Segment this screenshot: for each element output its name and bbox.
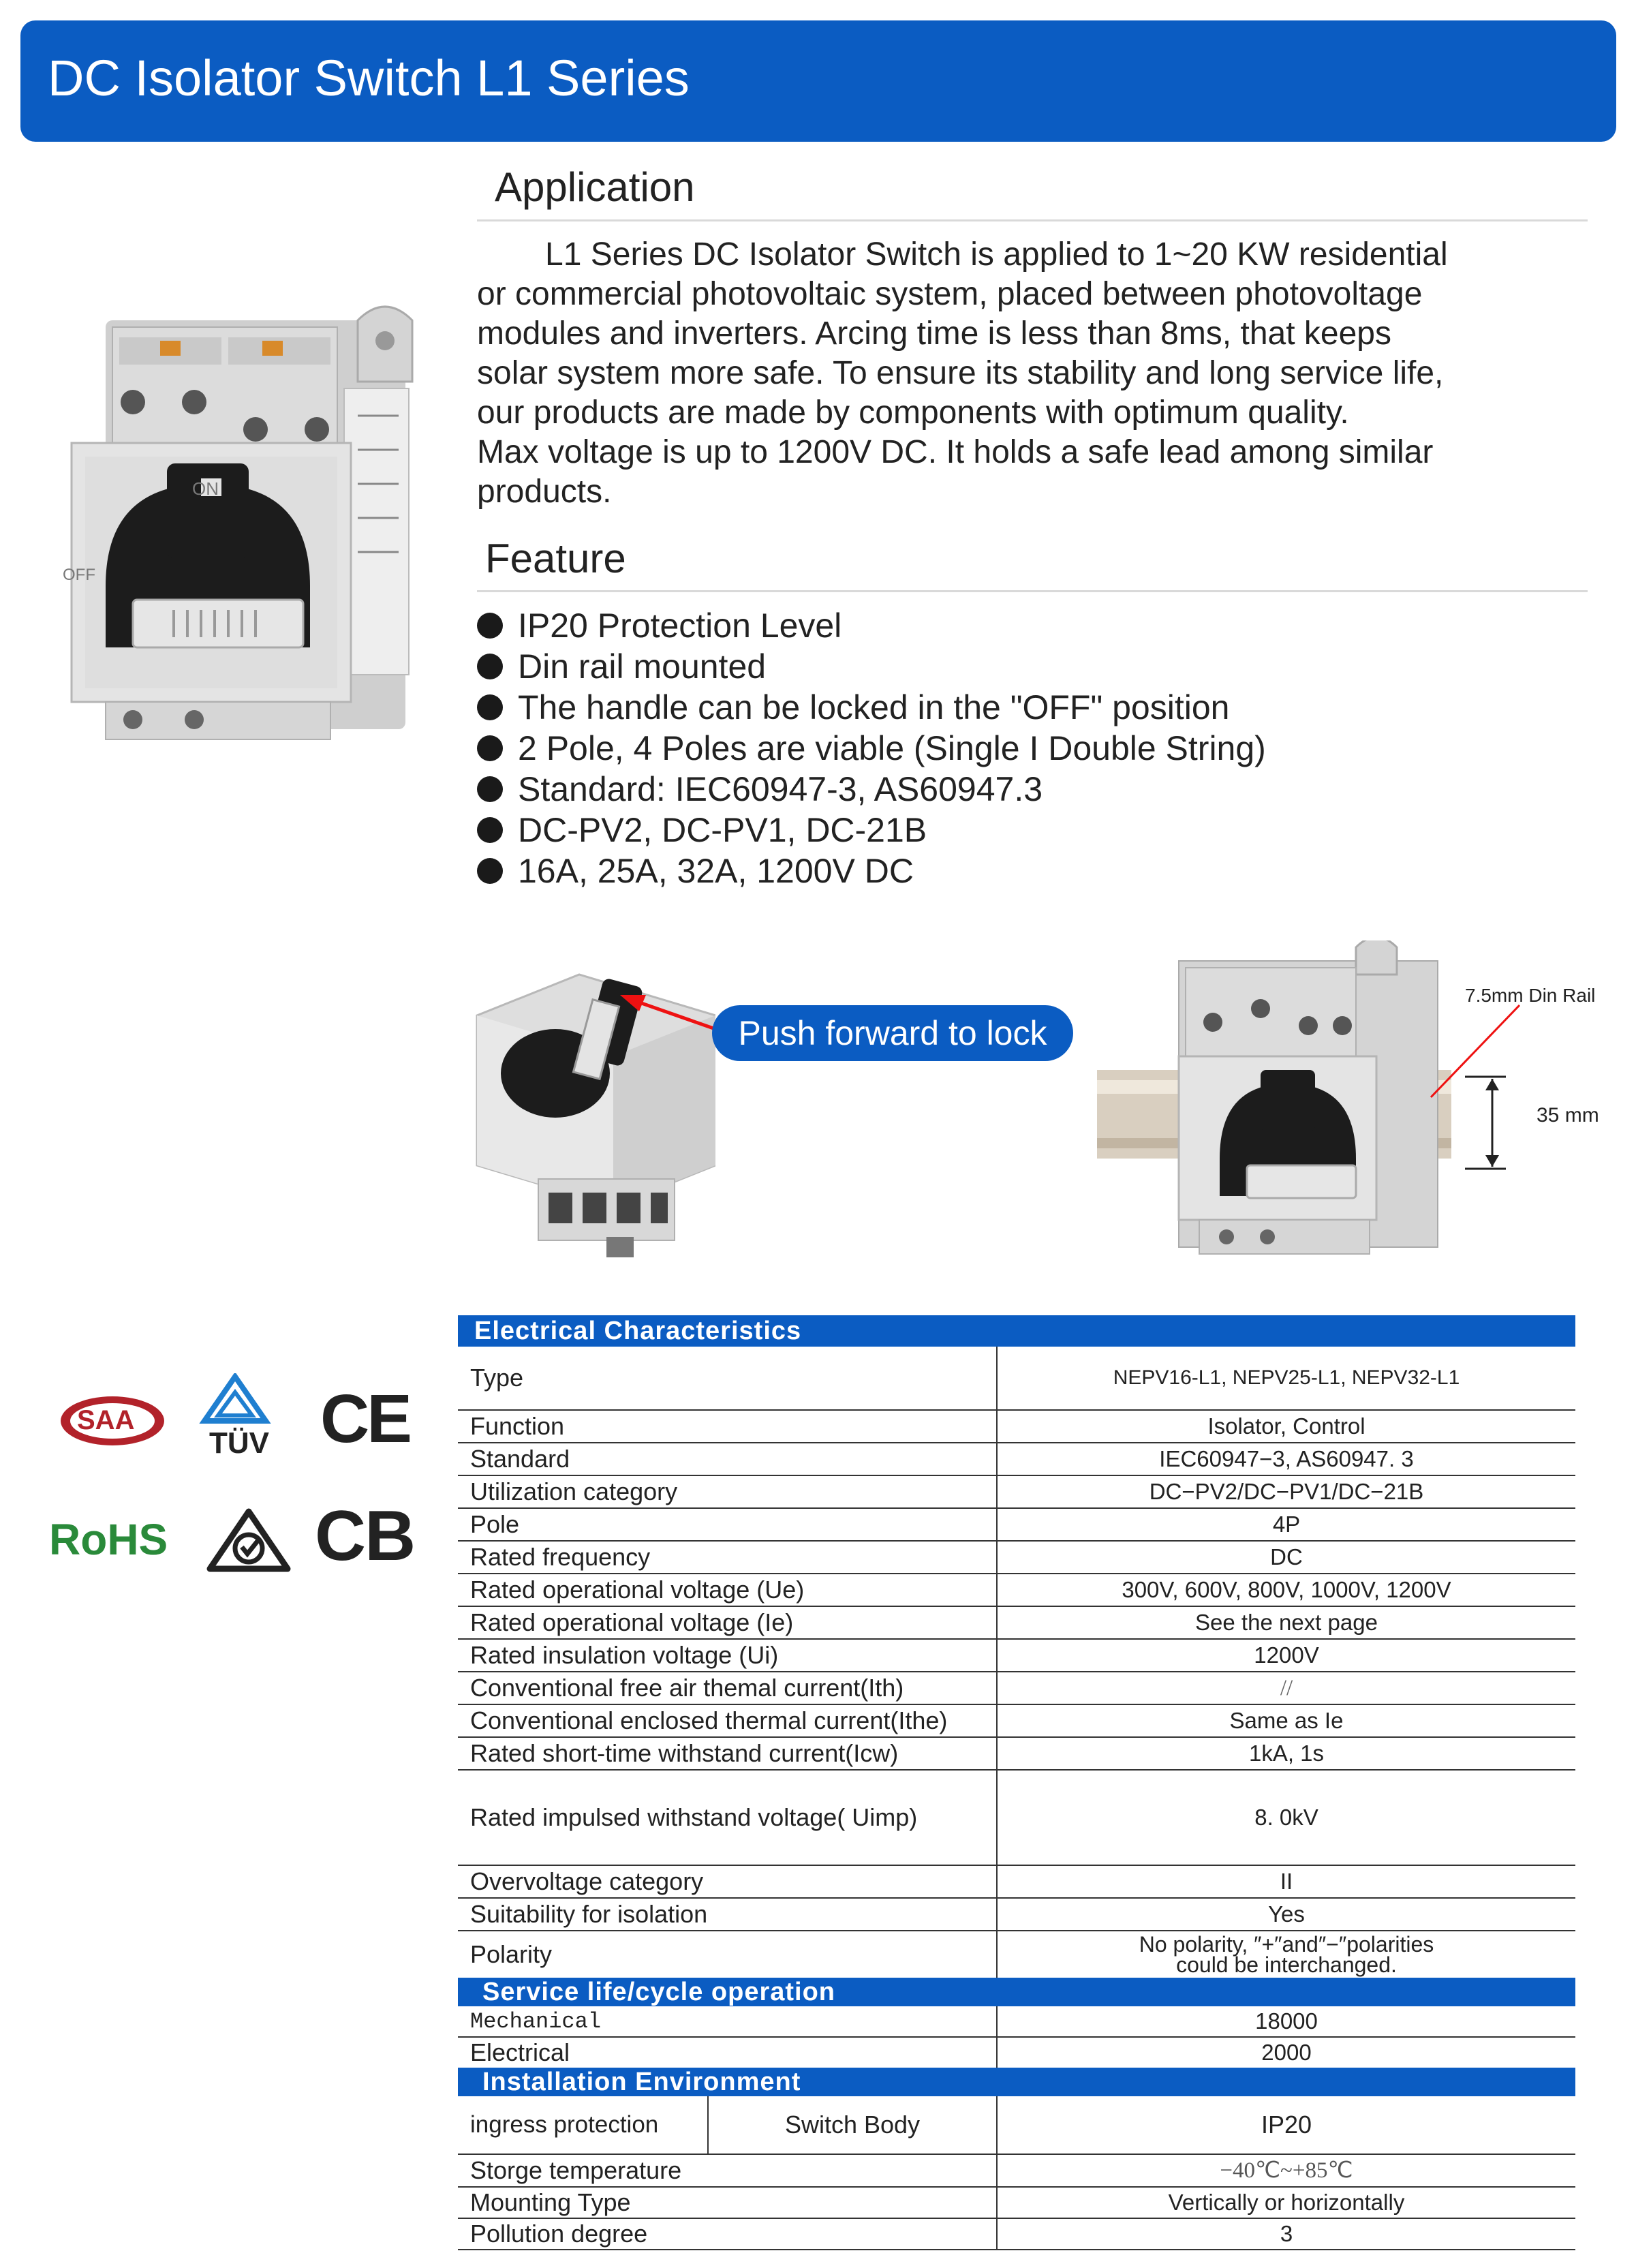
table-row [458,2096,1575,2155]
table-row [458,1542,1575,1574]
row-label: Rated short-time withstand current(Icw) [458,1738,998,1769]
feature-rule [477,590,1588,592]
electrical-heading: Electrical Characteristics [458,1315,1575,1347]
feature-item-text: Standard: IEC60947-3, AS60947.3 [518,770,1043,808]
table-row [458,2038,1575,2068]
feature-list [477,605,1266,891]
tuv-logo-text: TÜV [209,1426,269,1460]
table-row [458,1705,1575,1738]
application-line: Max voltage is up to 1200V DC. It holds a safe lead among similar [477,434,1434,470]
row-value: Isolator, Control [1207,1413,1365,1439]
row-value [998,1931,1575,1978]
dimension-arrow-icon [1458,1073,1513,1176]
row-value: 4P [1272,1512,1301,1537]
page-title: DC Isolator Switch L1 Series [48,50,690,106]
saa-logo [58,1390,167,1452]
feature-item [477,687,1266,728]
saa-logo-text: SAA [77,1405,135,1435]
row-label: Rated frequency [458,1542,998,1573]
bullet-icon [477,776,503,802]
feature-item-text: DC-PV2, DC-PV1, DC-21B [518,811,927,849]
switch-on-label: ON [192,478,219,499]
row-label: Function [458,1411,998,1442]
bullet-icon [477,613,503,639]
table-row [458,1738,1575,1771]
table-row [458,1771,1575,1866]
table-row [458,1640,1575,1672]
cb-logo: CB [315,1497,415,1576]
row-label: Mechanical [458,2006,998,2036]
table-row [458,1347,1575,1411]
row-value: 300V, 600V, 800V, 1000V, 1200V [1122,1577,1451,1602]
row-label: Pollution degree [458,2219,998,2249]
bullet-icon [477,654,503,679]
table-row [458,1866,1575,1899]
row-value: See the next page [1195,1610,1378,1635]
table-row [458,1443,1575,1476]
table-row [458,1607,1575,1640]
row-label: Pole [458,1509,998,1540]
row-value: 1200V [1254,1642,1319,1668]
row-label: Mounting Type [458,2188,998,2218]
row-label: Conventional free air themal current(Ith) [458,1672,998,1704]
rohs-logo: RoHS [49,1515,168,1564]
row-value: IP20 [1261,2111,1312,2139]
row-label: Rated operational voltage (Ie) [458,1607,998,1638]
row-label: Type [458,1347,998,1409]
feature-item-text: The handle can be locked in the "OFF" position [518,688,1230,726]
install-heading: Installation Environment [458,2068,1575,2096]
polarity-line: could be interchanged. [1176,1952,1397,1977]
row-value: Yes [1268,1901,1305,1927]
row-value: 1kA, 1s [1248,1741,1325,1766]
table-row [458,2006,1575,2038]
rail-label: 7.5mm Din Rail [1465,985,1596,1006]
application-line: modules and inverters. Arcing time is less than 8ms, that keeps [477,316,1391,352]
row-value: 3 [1280,2221,1293,2246]
row-label-group [458,2096,998,2154]
row-label: Storge temperature [458,2155,998,2186]
application-line: or commercial photovoltaic system, placed between photovoltage [477,276,1423,312]
row-label: Standard [458,1443,998,1475]
row-label: Rated operational voltage (Ue) [458,1574,998,1606]
row-label: Polarity [458,1931,998,1978]
bullet-icon [477,858,503,884]
row-label: Suitability for isolation [458,1899,998,1930]
bullet-icon [477,735,503,761]
lock-callout: Push forward to lock [712,1005,1073,1061]
application-text [477,235,1608,512]
bullet-icon [477,817,503,843]
table-row [458,2219,1575,2250]
row-value: DC [1270,1544,1303,1569]
feature-item [477,728,1266,769]
application-line: our products are made by components with optimum quality. [477,395,1349,431]
row-label: Electrical [458,2038,998,2068]
table-row [458,1574,1575,1607]
row-label: Rated impulsed withstand voltage( Uimp) [458,1771,998,1865]
spec-table [458,1315,1575,2250]
rcm-logo-icon [204,1506,293,1574]
feature-item [477,769,1266,810]
polarity-line: No polarity, ″+″and″−″polarities [1139,1932,1434,1957]
table-row [458,1672,1575,1705]
service-heading: Service life/cycle operation [458,1978,1575,2006]
row-sublabel: Switch Body [784,2111,921,2139]
feature-item-text: 16A, 25A, 32A, 1200V DC [518,852,914,890]
application-line: solar system more safe. To ensure its stability and long service life, [477,355,1444,391]
feature-item [477,646,1266,687]
row-label: ingress protection [458,2096,709,2154]
row-value: Vertically or horizontally [1168,2190,1405,2215]
row-value: NEPV16-L1, NEPV25-L1, NEPV32-L1 [1113,1366,1460,1389]
row-value: DC−PV2/DC−PV1/DC−21B [1149,1479,1424,1504]
feature-item [477,605,1266,646]
row-value: 8. 0kV [1254,1805,1318,1830]
row-value: 18000 [1255,2008,1318,2034]
table-row [458,1476,1575,1509]
lock-arrow-icon [613,988,722,1043]
din-rail-product-image [1097,940,1479,1268]
tuv-logo [194,1373,276,1462]
application-heading: Application [495,164,695,210]
feature-item [477,850,1266,891]
row-value: II [1280,1869,1293,1894]
switch-off-label: OFF [63,566,95,584]
table-row [458,2188,1575,2219]
table-row [458,2155,1575,2188]
bullet-icon [477,694,503,720]
application-line: products. [477,474,612,510]
main-product-image [58,300,439,750]
row-value: // [1280,1676,1293,1700]
application-line: L1 Series DC Isolator Switch is applied to 1~20 KW residential [545,236,1448,273]
row-label: Overvoltage category [458,1866,998,1897]
row-label: Rated insulation voltage (Ui) [458,1640,998,1671]
row-value: 2000 [1261,2040,1312,2065]
table-row [458,1411,1575,1443]
row-label: Utilization category [458,1476,998,1507]
dimension-label: 35 mm [1537,1104,1599,1127]
row-value: IEC60947−3, AS60947. 3 [1159,1446,1414,1471]
feature-item-text: 2 Pole, 4 Poles are viable (Single I Double String) [518,729,1266,767]
table-row [458,1899,1575,1931]
ce-logo: CE [320,1381,410,1457]
feature-item [477,810,1266,850]
row-label: Conventional enclosed thermal current(Ithe) [458,1705,998,1736]
row-value: Same as Ie [1229,1708,1344,1733]
feature-item-text: Din rail mounted [518,647,767,686]
application-rule [477,219,1588,221]
table-row [458,1509,1575,1542]
table-row [458,1931,1575,1978]
feature-heading: Feature [485,536,626,581]
row-value: −40℃~+85℃ [1220,2158,1353,2183]
feature-item-text: IP20 Protection Level [518,607,842,645]
